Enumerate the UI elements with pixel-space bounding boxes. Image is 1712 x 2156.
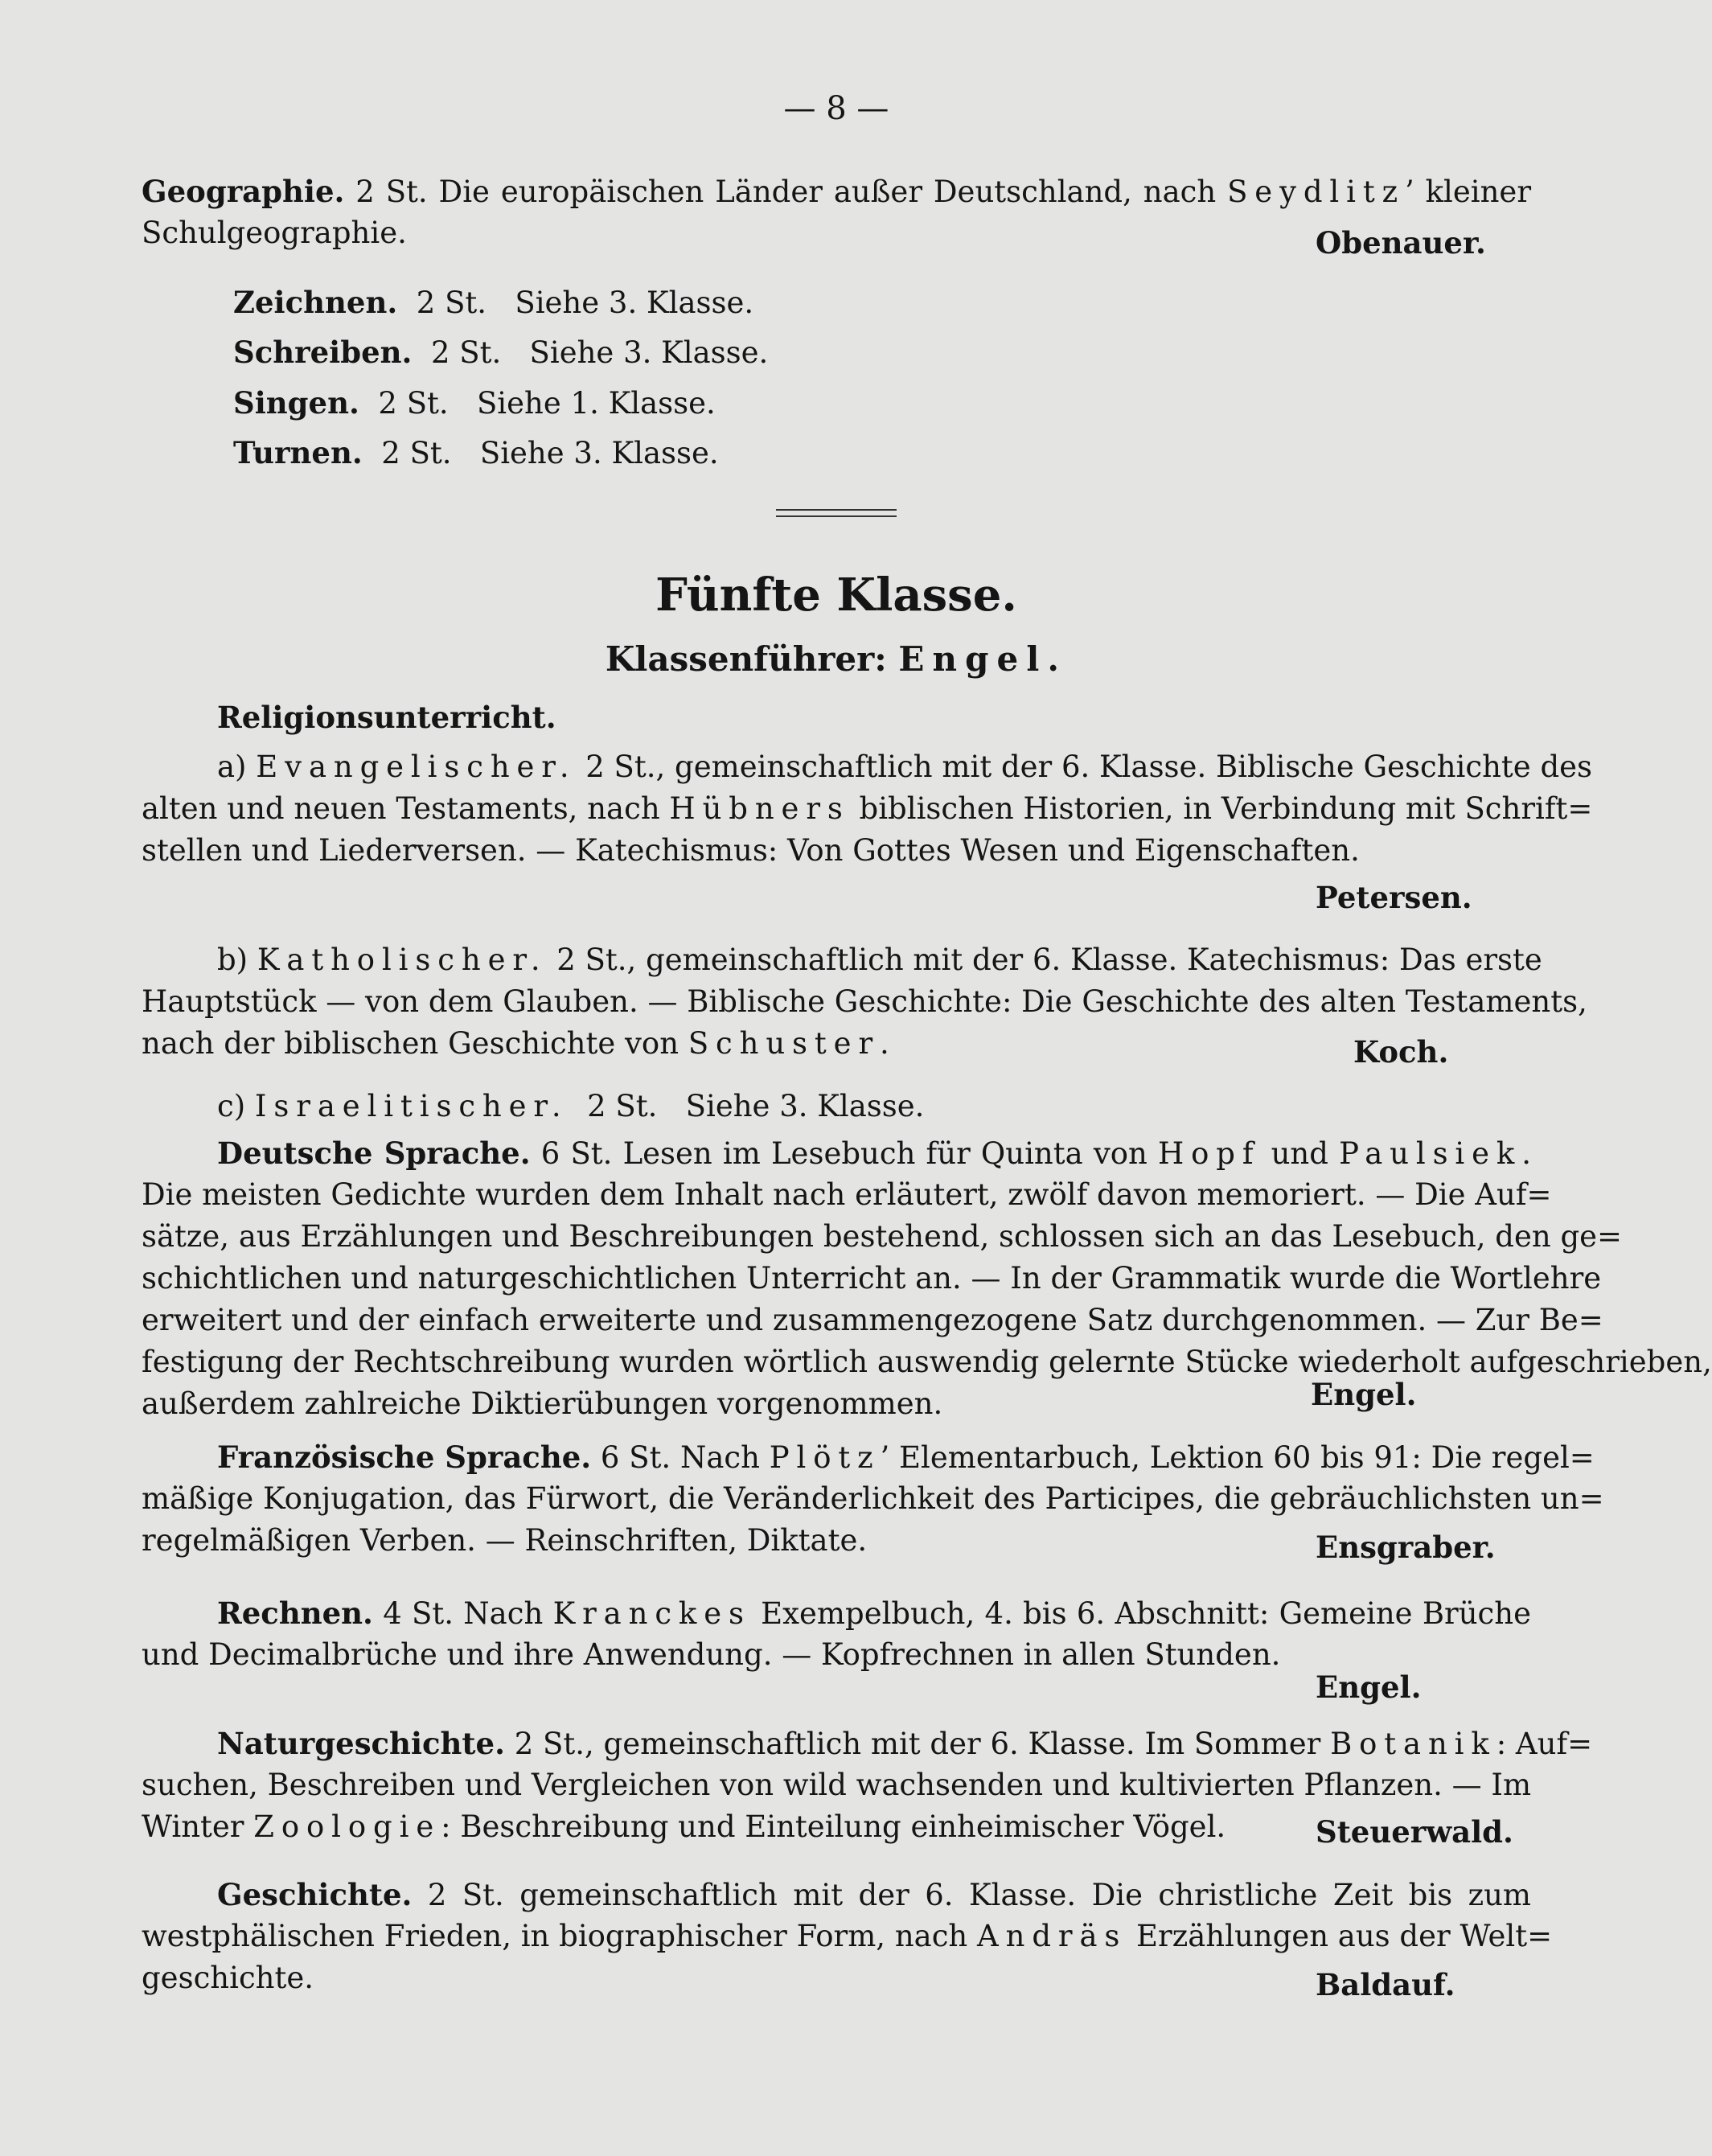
- subsection-label: Israelitischer.: [254, 1089, 569, 1123]
- geographie-line-2: Schulgeographie.: [142, 216, 407, 250]
- geschichte-heading: Geschichte.: [217, 1877, 413, 1912]
- rechnen-line-1: Rechnen. 4 St. Nach Kranckes Exempelbuch, 4. bis 6. Abschnitt: Gemeine Brüche: [217, 1595, 1531, 1631]
- author-name: Schuster: [688, 1026, 881, 1061]
- deutsch-line-6: festigung der Rechtschreibung wurden wörtlich auswendig gelernte Stücke wiederholt aufgeschrieben,: [142, 1345, 1712, 1379]
- author-name: Plötz: [769, 1440, 881, 1475]
- teacher-name: Steuerwald.: [1316, 1814, 1513, 1850]
- franzoesisch-line-3: regelmäßigen Verben. — Reinschriften, Diktate.: [142, 1523, 868, 1558]
- geschichte-line-3: geschichte.: [142, 1961, 314, 1995]
- geschichte-line-2: westphälischen Frieden, in biographischer Form, nach Andräs Erzählungen aus der Welt=: [142, 1919, 1553, 1953]
- singen-line: Singen. 2 St. Siehe 1. Klasse.: [233, 385, 716, 421]
- deutsch-heading: Deutsche Sprache.: [217, 1135, 531, 1171]
- franzoesisch-line-2: mäßige Konjugation, das Fürwort, die Veränderlichkeit des Participes, die gebräuchlichsten un=: [142, 1481, 1604, 1516]
- geschichte-line-1: Geschichte. 2 St. gemeinschaftlich mit der 6. Klasse. Die christliche Zeit bis zum: [217, 1877, 1531, 1912]
- katholisch-line-1: b) Katholischer. 2 St., gemeinschaftlich mit der 6. Klasse. Katechismus: Das erste: [217, 942, 1542, 977]
- geographie-line-1: Geographie. 2 St. Die europäischen Länder außer Deutschland, nach Seydlitz’ kleiner: [142, 174, 1532, 209]
- franzoesisch-heading: Französische Sprache.: [217, 1439, 592, 1475]
- page-number: — 8 —: [783, 90, 889, 127]
- topic-name: Zoologie: [253, 1809, 441, 1844]
- evangelisch-line-1: a) Evangelischer. 2 St., gemeinschaftlich mit der 6. Klasse. Biblische Geschichte des: [217, 749, 1593, 784]
- deutsch-line-3: sätze, aus Erzählungen und Beschreibungen bestehend, schlossen sich an das Lesebuch, den ge=: [142, 1219, 1623, 1254]
- zeichnen-heading: Zeichnen.: [233, 285, 398, 320]
- teacher-name: Obenauer.: [1316, 225, 1486, 261]
- evangelisch-line-2: alten und neuen Testaments, nach Hübners biblischen Historien, in Verbindung mit Schrift=: [142, 791, 1593, 826]
- franzoesisch-line-1: Französische Sprache. 6 St. Nach Plötz’ Elementarbuch, Lektion 60 bis 91: Die regel=: [217, 1439, 1595, 1475]
- naturgeschichte-line-3: Winter Zoologie: Beschreibung und Einteilung einheimischer Vögel.: [142, 1809, 1226, 1844]
- teacher-name: Koch.: [1353, 1034, 1449, 1070]
- decorative-divider: [776, 509, 897, 517]
- subsection-label: Evangelischer.: [256, 749, 577, 784]
- deutsch-line-1: Deutsche Sprache. 6 St. Lesen im Lesebuch für Quinta von Hopf und Paulsiek.: [217, 1135, 1531, 1171]
- teacher-name: Engel.: [1311, 1377, 1417, 1412]
- evangelisch-line-3: stellen und Liederversen. — Katechismus: Von Gottes Wesen und Eigenschaften.: [142, 833, 1360, 868]
- topic-name: Botanik: [1330, 1727, 1496, 1761]
- deutsch-line-5: erweitert und der einfach erweiterte und zusammengezogene Satz durchgenommen. — Zur Be=: [142, 1303, 1603, 1337]
- schreiben-heading: Schreiben.: [233, 335, 413, 370]
- geographie-heading: Geographie.: [142, 174, 345, 209]
- zeichnen-line: Zeichnen. 2 St. Siehe 3. Klasse.: [233, 285, 754, 320]
- teacher-name: Petersen.: [1316, 880, 1472, 915]
- naturgeschichte-line-1: Naturgeschichte. 2 St., gemeinschaftlich mit der 6. Klasse. Im Sommer Botanik: Auf=: [217, 1726, 1593, 1761]
- deutsch-line-2: Die meisten Gedichte wurden dem Inhalt nach erläutert, zwölf davon memoriert. — Die Auf=: [142, 1177, 1552, 1212]
- author-name: Hübners: [669, 791, 850, 826]
- teacher-name: Engel.: [1316, 1669, 1422, 1705]
- class-title: Fünfte Klasse.: [655, 569, 1017, 622]
- rechnen-line-2: und Decimalbrüche und ihre Anwendung. — Kopfrechnen in allen Stunden.: [142, 1637, 1281, 1672]
- schreiben-line: Schreiben. 2 St. Siehe 3. Klasse.: [233, 335, 769, 370]
- deutsch-line-7: außerdem zahlreiche Diktierübungen vorgenommen.: [142, 1386, 943, 1421]
- teacher-name: Baldauf.: [1316, 1967, 1455, 2002]
- teacher-name: Ensgraber.: [1316, 1530, 1496, 1565]
- subsection-label: Katholischer.: [257, 942, 548, 977]
- naturgeschichte-line-2: suchen, Beschreiben und Vergleichen von wild wachsenden und kultivierten Pflanzen. — Im: [142, 1768, 1532, 1802]
- rechnen-heading: Rechnen.: [217, 1595, 373, 1631]
- author-name: Paulsiek: [1339, 1136, 1522, 1171]
- singen-heading: Singen.: [233, 385, 359, 421]
- turnen-line: Turnen. 2 St. Siehe 3. Klasse.: [233, 435, 719, 470]
- author-name: Andräs: [977, 1919, 1127, 1953]
- turnen-heading: Turnen.: [233, 435, 363, 470]
- author-name: Kranckes: [552, 1596, 751, 1631]
- katholisch-line-3: nach der biblischen Geschichte von Schuster.: [142, 1026, 889, 1061]
- author-name: Hopf: [1157, 1136, 1261, 1171]
- naturgeschichte-heading: Naturgeschichte.: [217, 1726, 505, 1761]
- author-name: Seydlitz: [1227, 175, 1405, 209]
- israelitisch-line: c) Israelitischer. 2 St. Siehe 3. Klasse.: [217, 1089, 925, 1123]
- class-leader-name: Engel.: [898, 639, 1068, 679]
- religion-heading: Religionsunterricht.: [217, 700, 556, 735]
- katholisch-line-2: Hauptstück — von dem Glauben. — Biblische Geschichte: Die Geschichte des alten Testaments,: [142, 984, 1587, 1019]
- deutsch-line-4: schichtlichen und naturgeschichtlichen Unterricht an. — In der Grammatik wurde die Wortlehre: [142, 1261, 1602, 1296]
- class-leader: Klassenführer: Engel.: [605, 639, 1068, 679]
